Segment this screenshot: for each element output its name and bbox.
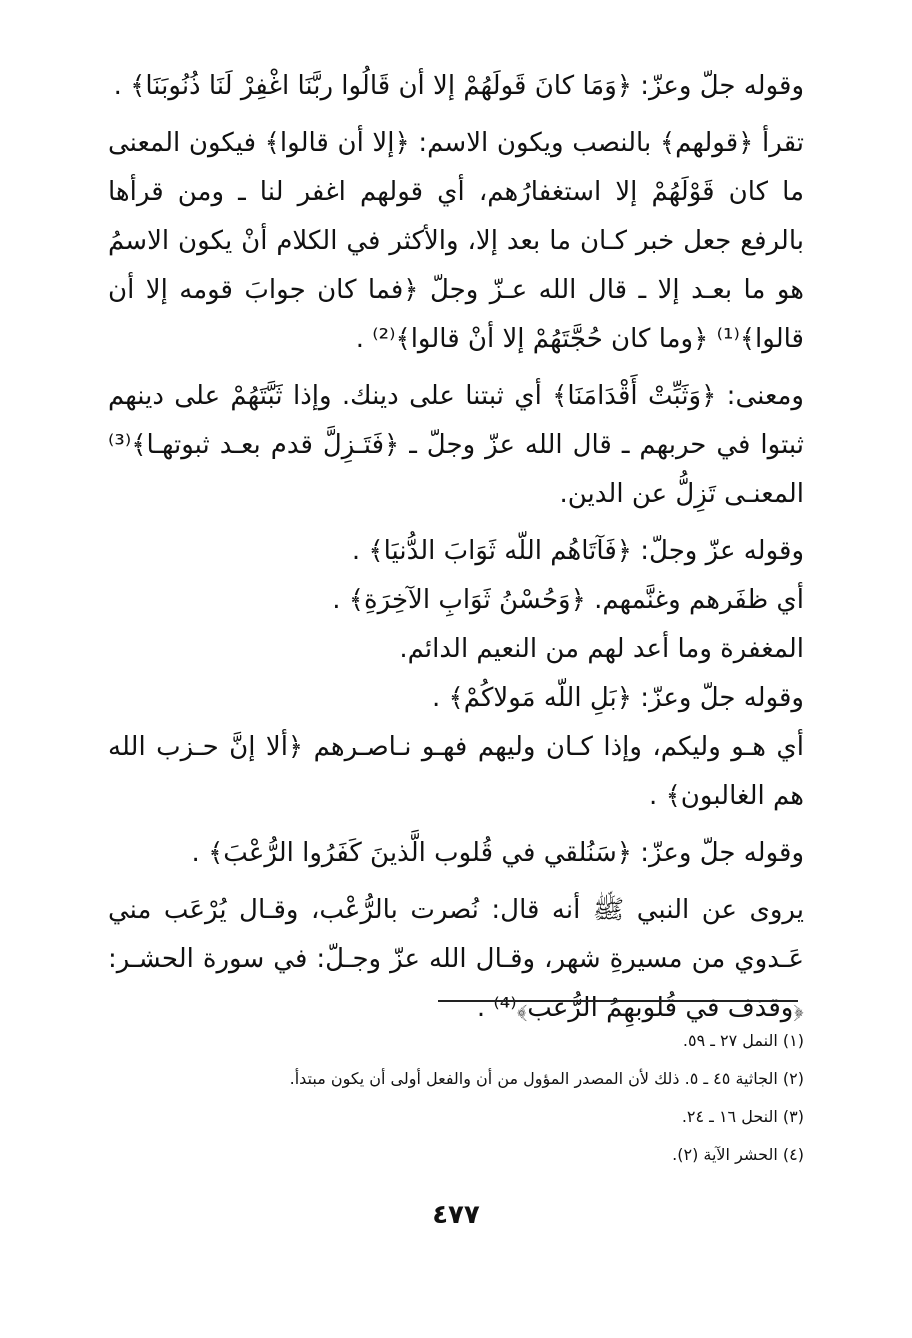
page-number: ٤٧٧ <box>432 1200 480 1230</box>
footnote: (٣) النحل ١٦ ـ ٢٤. <box>681 1107 804 1126</box>
paragraph: وقوله جلّ وعزّ: ﴿بَلِ اللّه مَولاكُمْ﴾ . <box>431 683 804 713</box>
main-text <box>108 62 804 1033</box>
paragraph: وقوله عزّ وجلّ: ﴿فَآتَاهُم اللّه ثَوَابَ الدُّنيَا﴾ . <box>351 536 804 566</box>
paragraph: أي هـو وليكم، وإذا كـان وليهم فهـو نـاصـرهم ﴿ألا إنَّ حـزب الله هم الغالبون﴾ . <box>108 732 804 811</box>
paragraph: المغفرة وما أعد لهم من النعيم الدائم. <box>399 634 804 664</box>
paragraph: تقرأ ﴿قولهم﴾ بالنصب ويكون الاسم: ﴿إلا أن قالوا﴾ فيكون المعنى ما كان قَوْلَهُمْ إلا استغفارُهم، أي قولهم اغفر لنا ـ ومن قرأها بالرفع جعل خبر كـان ما بعد إلا، والأكثر في الكلام أنْ يكون الاسمُ هو ما بعـد إلا ـ قال الله عـزّ وجلّ ﴿فما كان جوابَ قومه إلا أن قالوا﴾⁽¹⁾ ﴿وما كان حُجَّتَهُمْ إلا أنْ قالوا﴾⁽²⁾ . <box>108 128 804 354</box>
paragraph: وقوله جلّ وعزّ: ﴿سَنُلقي في قُلوب الَّذينَ كَفَرُوا الرُّعْبَ﴾ . <box>191 838 804 868</box>
footnote-divider <box>438 1000 798 1002</box>
footnote: (٢) الجاثية ٤٥ ـ ٥. ذلك لأن المصدر المؤول من أن والفعل أولى أن يكون مبتدأ. <box>289 1069 804 1088</box>
paragraph: وقوله جلّ وعزّ: ﴿وَمَا كانَ قَولَهُمْ إلا أن قَالُوا ربَّنَا اغْفِرْ لَنَا ذُنُوبَنَا﴾ . <box>113 71 804 101</box>
paragraph: أي ظفَرهم وغنَّمهم. ﴿وَحُسْنُ ثَوَابِ الآخِرَةِ﴾ . <box>332 585 804 615</box>
paragraph: يروى عن النبي ﷺ أنه قال: نُصرت بالرُّعْب، وقـال يُرْعَب مني عَـدوي من مسيرةِ شهر، وقـال الله عزّ وجـلّ: في سورة الحشـر: ﴿وقذف في قُلوبهِمُ الرُّعب﴾⁽⁴⁾ . <box>108 895 804 1023</box>
footnote: (١) النمل ٢٧ ـ ٥٩. <box>682 1031 804 1050</box>
footnotes <box>108 1022 804 1174</box>
footnote: (٤) الحشر الآية (٢). <box>672 1145 804 1164</box>
paragraph: ومعنى: ﴿وَثَبِّتْ أَقْدَامَنَا﴾ أي ثبتنا على دينك. وإذا ثَبَّتَهُمْ على دينهم ثبتوا في حربهم ـ قال الله عزّ وجلّ ـ ﴿فَتَـزِلَّ قدم بعـد ثبوتهـا﴾⁽³⁾ المعنـى تَزِلُّ عن الدين. <box>108 381 804 509</box>
